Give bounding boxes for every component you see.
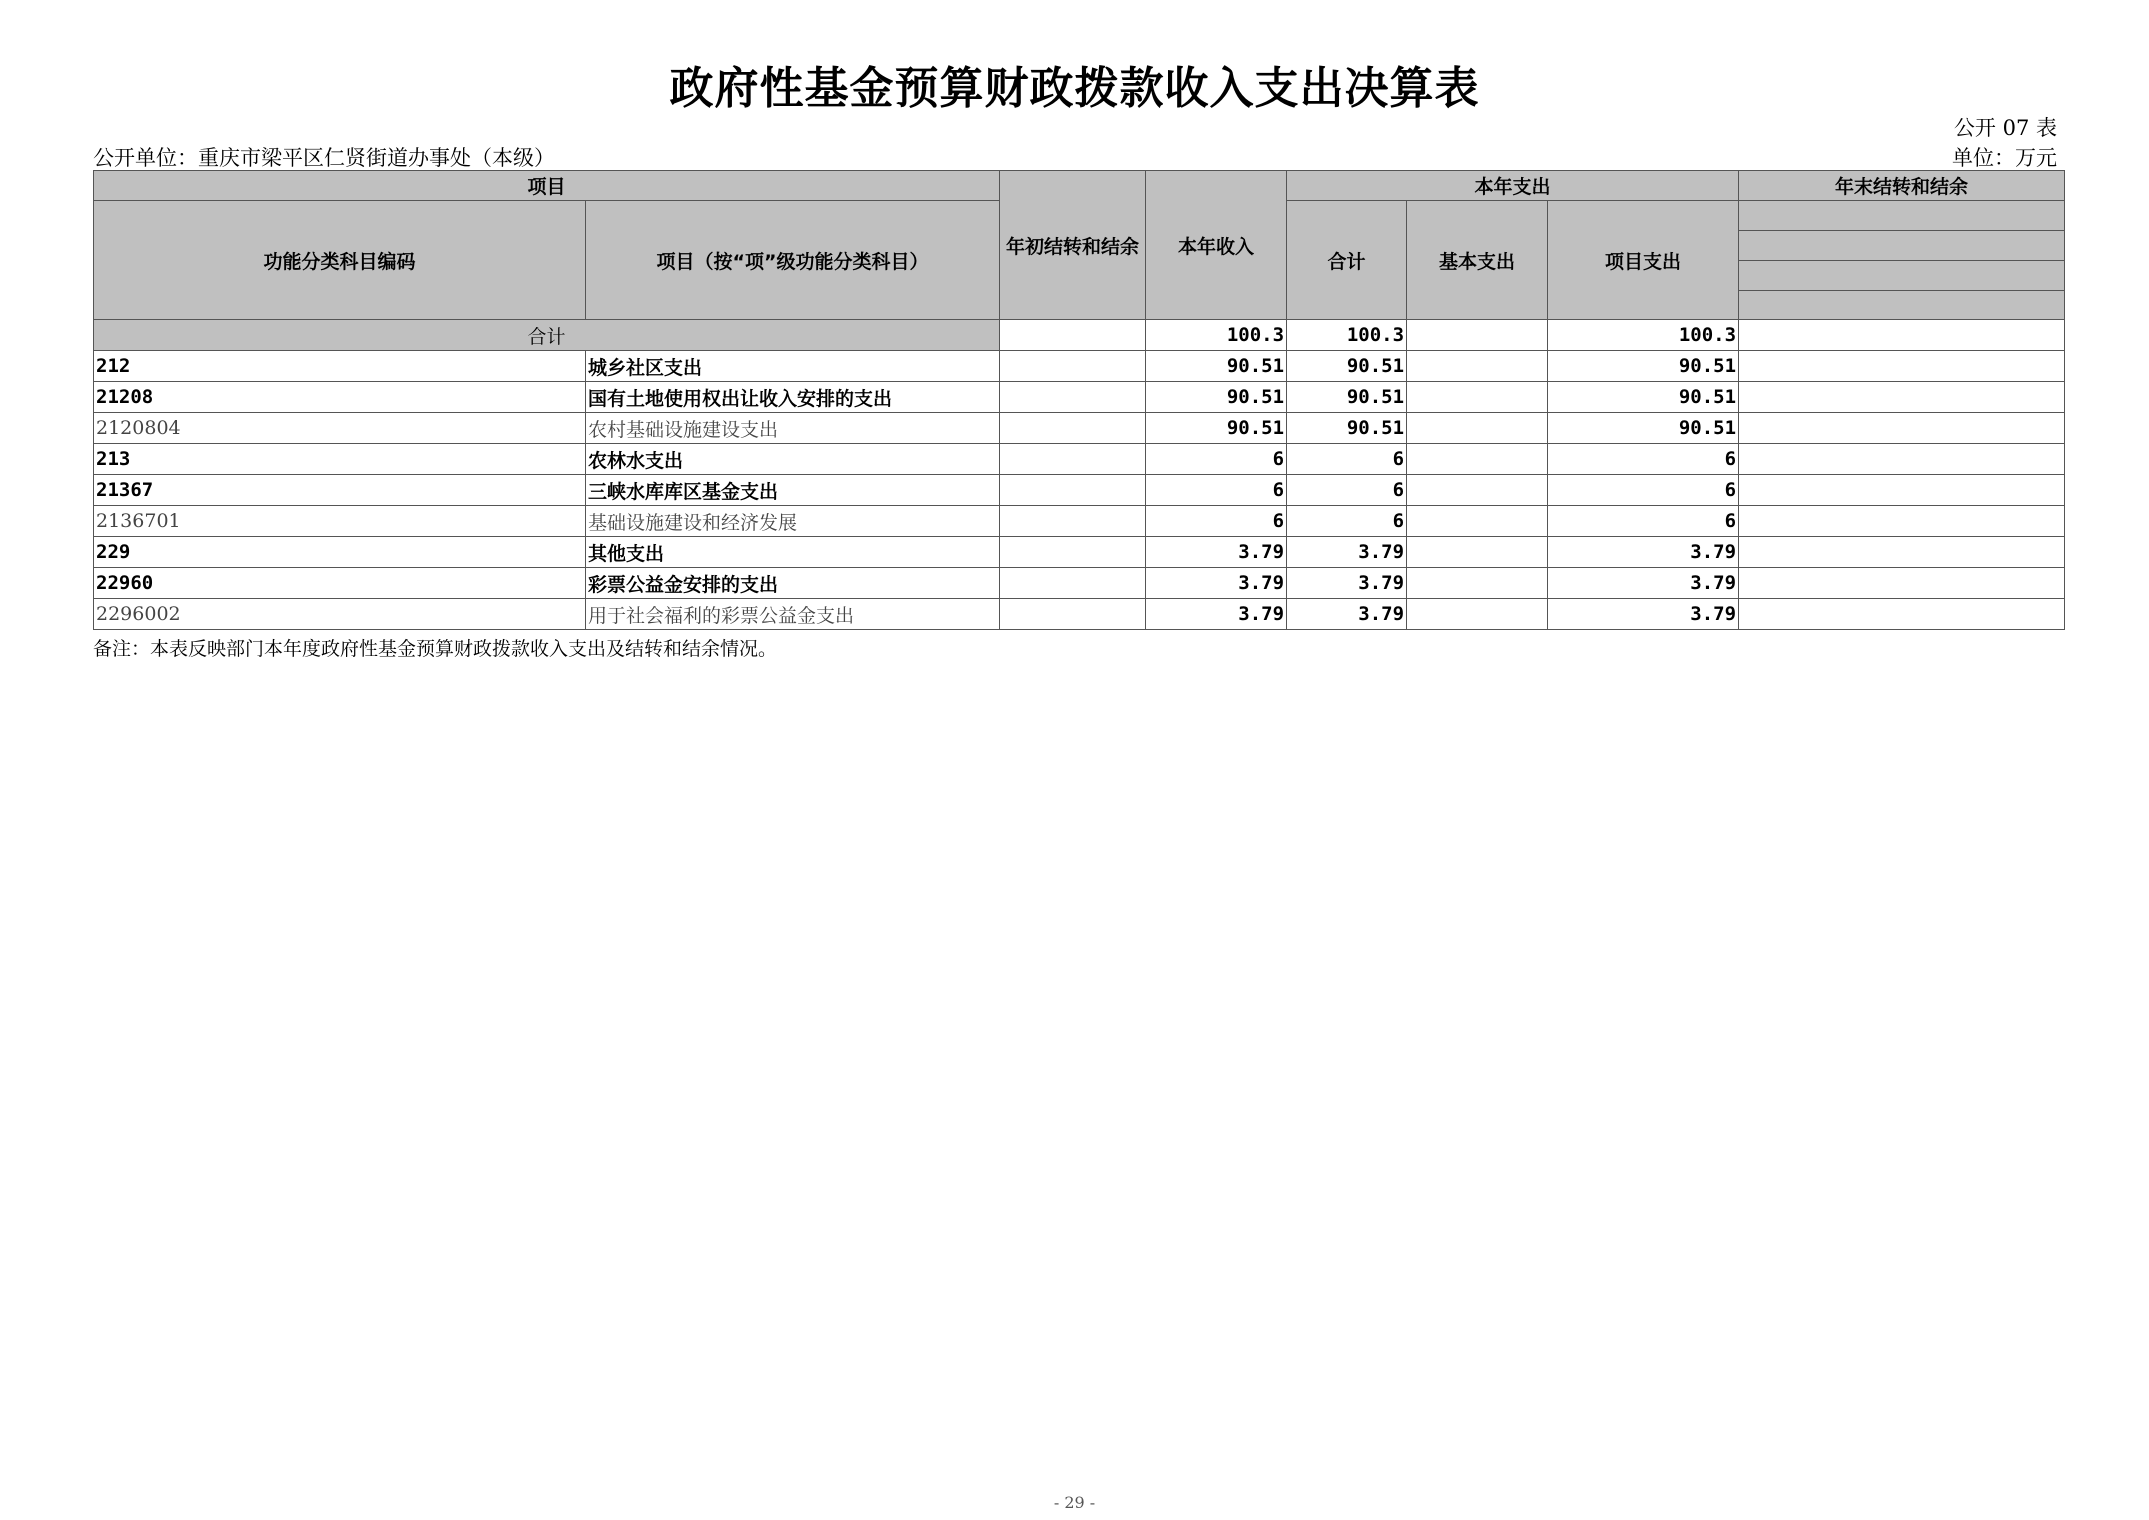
- row-expense-basic: [1407, 506, 1548, 537]
- row-expense-basic: [1407, 444, 1548, 475]
- row-expense-basic: [1407, 382, 1548, 413]
- header-end-balance: 年末结转和结余: [1739, 171, 2065, 201]
- row-end-balance: [1739, 351, 2065, 382]
- total-row: [94, 320, 2065, 351]
- row-expense-total: 90.51: [1287, 351, 1407, 382]
- row-expense-basic: [1407, 351, 1548, 382]
- header-begin-balance: 年初结转和结余: [1000, 171, 1146, 320]
- row-expense-total: 6: [1287, 506, 1407, 537]
- row-income: 6: [1146, 506, 1287, 537]
- row-name: 三峡水库库区基金支出: [586, 475, 1000, 506]
- row-name: 用于社会福利的彩票公益金支出: [586, 599, 1000, 630]
- row-name: 城乡社区支出: [586, 351, 1000, 382]
- row-expense-project: 90.51: [1548, 382, 1739, 413]
- form-number: 公开 07 表: [1953, 116, 2057, 140]
- row-income: 6: [1146, 444, 1287, 475]
- row-expense-project: 6: [1548, 444, 1739, 475]
- row-end-balance: [1739, 506, 2065, 537]
- row-expense-basic: [1407, 413, 1548, 444]
- row-income: 90.51: [1146, 351, 1287, 382]
- currency-unit: 单位：万元: [1952, 146, 2057, 170]
- row-code: 2136701: [94, 506, 586, 537]
- row-expense-basic: [1407, 599, 1548, 630]
- row-income: 6: [1146, 475, 1287, 506]
- row-expense-total: 90.51: [1287, 413, 1407, 444]
- header-project: 项目: [94, 171, 1000, 201]
- row-expense-project: 6: [1548, 475, 1739, 506]
- table-note: 备注：本表反映部门本年度政府性基金预算财政拨款收入支出及结转和结余情况。: [93, 638, 778, 660]
- row-expense-total: 90.51: [1287, 382, 1407, 413]
- page-number: - 29 -: [1053, 1493, 1096, 1512]
- row-begin-balance: [1000, 475, 1146, 506]
- header-end-sub-3: [1739, 261, 2065, 291]
- row-expense-basic: [1407, 475, 1548, 506]
- page-title: 政府性基金预算财政拨款收入支出决算表: [669, 63, 1480, 114]
- table-row: [94, 599, 2065, 630]
- total-expense-total: 100.3: [1287, 320, 1407, 351]
- row-expense-total: 3.79: [1287, 537, 1407, 568]
- row-expense-total: 3.79: [1287, 568, 1407, 599]
- row-end-balance: [1739, 444, 2065, 475]
- row-income: 90.51: [1146, 382, 1287, 413]
- total-label: 合计: [94, 320, 1000, 351]
- row-expense-total: 6: [1287, 444, 1407, 475]
- row-begin-balance: [1000, 599, 1146, 630]
- total-expense-basic: [1407, 320, 1548, 351]
- row-income: 90.51: [1146, 413, 1287, 444]
- row-name: 农林水支出: [586, 444, 1000, 475]
- row-begin-balance: [1000, 351, 1146, 382]
- row-code: 21367: [94, 475, 586, 506]
- row-begin-balance: [1000, 568, 1146, 599]
- row-begin-balance: [1000, 537, 1146, 568]
- table-row: [94, 444, 2065, 475]
- header-expense-group: 本年支出: [1287, 171, 1739, 201]
- table-row: [94, 568, 2065, 599]
- row-expense-project: 3.79: [1548, 537, 1739, 568]
- row-end-balance: [1739, 568, 2065, 599]
- table-row: [94, 351, 2065, 382]
- row-code: 212: [94, 351, 586, 382]
- row-expense-project: 6: [1548, 506, 1739, 537]
- header-expense-basic: 基本支出: [1407, 201, 1548, 320]
- header-income: 本年收入: [1146, 171, 1287, 320]
- row-expense-total: 6: [1287, 475, 1407, 506]
- row-name: 国有土地使用权出让收入安排的支出: [586, 382, 1000, 413]
- row-code: 22960: [94, 568, 586, 599]
- row-code: 2120804: [94, 413, 586, 444]
- row-expense-basic: [1407, 537, 1548, 568]
- table-row: [94, 506, 2065, 537]
- total-income: 100.3: [1146, 320, 1287, 351]
- row-expense-project: 90.51: [1548, 351, 1739, 382]
- header-expense-total: 合计: [1287, 201, 1407, 320]
- total-begin: [1000, 320, 1146, 351]
- row-expense-project: 90.51: [1548, 413, 1739, 444]
- table-row: [94, 413, 2065, 444]
- row-end-balance: [1739, 413, 2065, 444]
- row-code: 213: [94, 444, 586, 475]
- row-income: 3.79: [1146, 568, 1287, 599]
- row-expense-total: 3.79: [1287, 599, 1407, 630]
- row-begin-balance: [1000, 382, 1146, 413]
- header-end-sub-2: [1739, 231, 2065, 261]
- total-expense-project: 100.3: [1548, 320, 1739, 351]
- row-expense-basic: [1407, 568, 1548, 599]
- row-name: 其他支出: [586, 537, 1000, 568]
- row-code: 2296002: [94, 599, 586, 630]
- row-income: 3.79: [1146, 537, 1287, 568]
- row-begin-balance: [1000, 413, 1146, 444]
- row-end-balance: [1739, 475, 2065, 506]
- row-begin-balance: [1000, 444, 1146, 475]
- reporting-unit: 公开单位：重庆市梁平区仁贤街道办事处（本级）: [93, 146, 555, 170]
- row-end-balance: [1739, 382, 2065, 413]
- table-row: [94, 475, 2065, 506]
- row-end-balance: [1739, 537, 2065, 568]
- row-end-balance: [1739, 599, 2065, 630]
- header-func-code: 功能分类科目编码: [94, 201, 586, 320]
- header-end-sub-4: [1739, 291, 2065, 320]
- table-row: [94, 537, 2065, 568]
- header-end-sub-1: [1739, 201, 2065, 231]
- row-code: 21208: [94, 382, 586, 413]
- row-income: 3.79: [1146, 599, 1287, 630]
- fund-budget-table: [93, 170, 2065, 630]
- row-name: 农村基础设施建设支出: [586, 413, 1000, 444]
- table-row: [94, 382, 2065, 413]
- row-name: 基础设施建设和经济发展: [586, 506, 1000, 537]
- header-func-name: 项目（按“项”级功能分类科目）: [586, 201, 1000, 320]
- header-expense-project: 项目支出: [1548, 201, 1739, 320]
- row-expense-project: 3.79: [1548, 568, 1739, 599]
- row-code: 229: [94, 537, 586, 568]
- row-name: 彩票公益金安排的支出: [586, 568, 1000, 599]
- total-end: [1739, 320, 2065, 351]
- row-expense-project: 3.79: [1548, 599, 1739, 630]
- row-begin-balance: [1000, 506, 1146, 537]
